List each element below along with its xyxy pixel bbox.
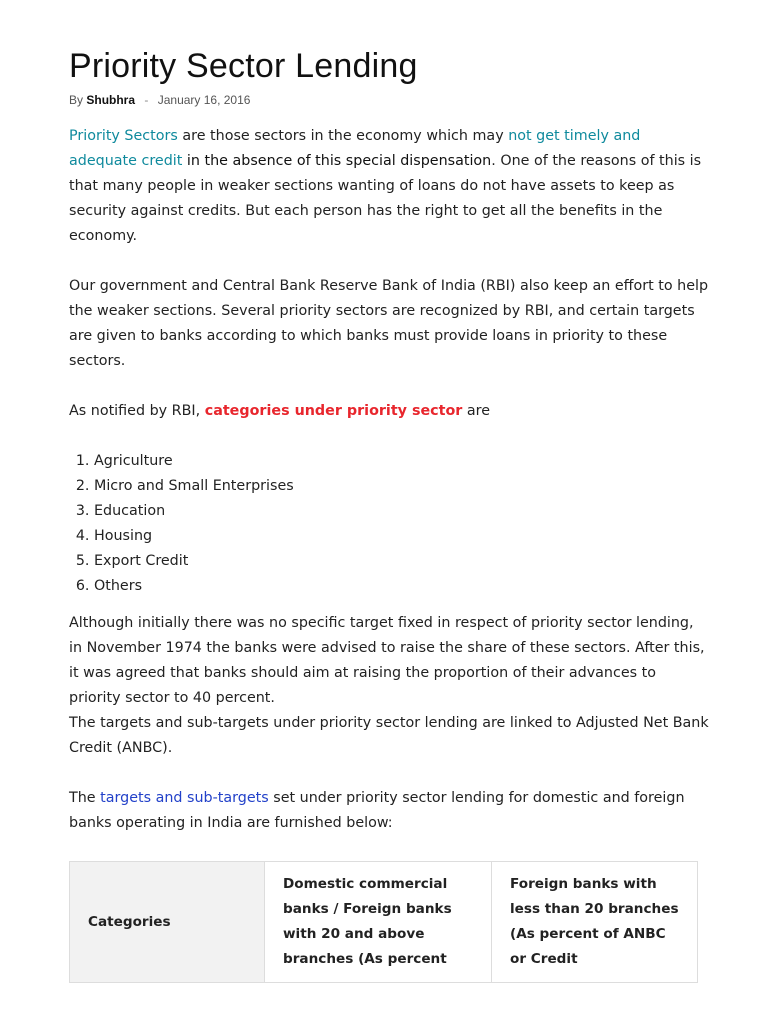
publish-date: January 16, 2016 — [157, 93, 251, 107]
notified-text-1: As notified by RBI, — [69, 403, 205, 419]
table-header-categories — [70, 862, 265, 983]
meta-separator: - — [144, 93, 149, 107]
notified-paragraph — [69, 399, 709, 424]
author-link[interactable]: Shubhra — [86, 93, 136, 107]
targets-link[interactable]: targets and sub-targets — [100, 790, 269, 806]
notified-text-2: are — [462, 403, 491, 419]
list-item: 3. Education — [94, 499, 709, 524]
priority-sectors-link[interactable]: Priority Sectors — [69, 128, 178, 144]
intro-text-2: in the absence of this special dispensation — [182, 153, 492, 169]
list-item: 4. Housing — [94, 524, 709, 549]
intro-text-1: are those sectors in the economy which may — [177, 128, 509, 144]
byline-label: By — [69, 93, 84, 107]
anbc-text: The targets and sub-targets under priority sector lending are linked to Adjusted Net Bank Credit (ANBC). — [69, 715, 709, 756]
list-item: 5. Export Credit — [94, 549, 709, 574]
targets-text-1: The — [69, 790, 101, 806]
history-text: Although initially there was no specific target fixed in respect of priority sector lending, in November 1974 the banks were advised to raise the share of these sectors. After this, it was agreed that banks should aim at raising the proportion of their advances to priority sector to 40 percent. — [69, 615, 705, 706]
history-paragraph — [69, 611, 709, 761]
article-meta — [69, 92, 250, 108]
categories-list — [69, 449, 709, 599]
targets-paragraph — [69, 786, 709, 836]
header-domestic-text: Domestic commercial banks / Foreign banks with 20 and above branches (As percent — [283, 876, 452, 967]
timely-credit-link[interactable]: not get timely and adequate credit — [69, 128, 641, 169]
header-categories-text: Categories — [88, 913, 171, 930]
targets-text-2: set under priority sector lending for domestic and foreign banks operating in India are furnished below: — [69, 790, 685, 831]
rbi-paragraph: Our government and Central Bank Reserve Bank of India (RBI) also keep an effort to help the weaker sections. Several priority sectors are recognized by RBI, and certain targets are given to banks according to which banks must provide loans in priority to these sectors. — [69, 278, 709, 369]
targets-table — [69, 861, 698, 983]
list-item: 2. Micro and Small Enterprises — [94, 474, 709, 499]
categories-link[interactable]: categories under priority sector — [204, 403, 463, 419]
header-foreign-text: Foreign banks with less than 20 branches (As percent of ANBC or Credit — [510, 876, 679, 967]
table-header-foreign — [492, 862, 698, 983]
table-row — [70, 862, 698, 983]
article-body — [69, 124, 709, 861]
intro-paragraph — [69, 124, 709, 249]
list-item: 6. Others — [94, 574, 709, 599]
page-title: Priority Sector Lending — [69, 47, 418, 85]
intro-text-3: . One of the reasons of this is that many people in weaker sections wanting of loans do not have assets to keep as security against credits. But each person has the right to get all the benefits in the economy. — [69, 153, 702, 244]
list-item: 1. Agriculture — [94, 449, 709, 474]
table-header-domestic — [265, 862, 492, 983]
